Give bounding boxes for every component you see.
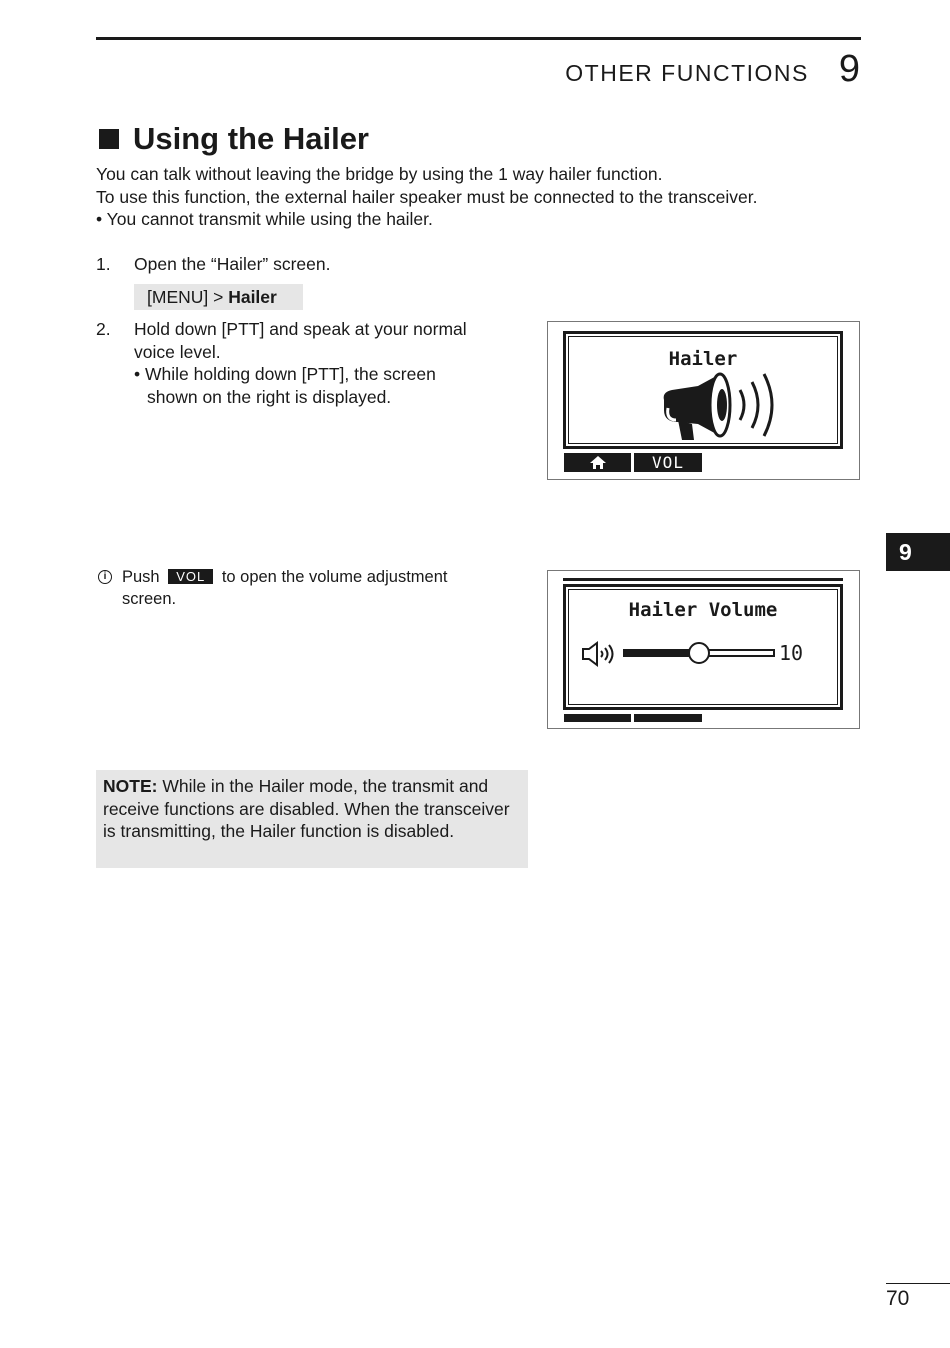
note-label: NOTE: bbox=[103, 776, 158, 796]
lcd-hailer-softkeys bbox=[564, 453, 702, 472]
lcd-volume-title: Hailer Volume bbox=[628, 599, 778, 621]
step-number: 2. bbox=[96, 319, 111, 339]
info-line bbox=[122, 566, 447, 588]
note-text: While in the Hailer mode, the transmit and receive functions are disabled. When the transceiver is transmitting, the Hailer function is disabled. bbox=[103, 776, 510, 842]
step-text: voice level. bbox=[134, 341, 221, 362]
lcd-hailer-title: Hailer bbox=[668, 348, 738, 370]
volume-slider-knob[interactable] bbox=[688, 642, 710, 664]
bullet-line: shown on the right is displayed. bbox=[147, 386, 392, 407]
volume-value: 10 bbox=[779, 641, 804, 665]
intro-line: You can talk without leaving the bridge by using the 1 way hailer function. bbox=[96, 164, 663, 184]
step-2-bullet bbox=[134, 363, 524, 408]
bullet-line: • While holding down [PTT], the screen bbox=[134, 364, 436, 384]
section-title-text: Using the Hailer bbox=[133, 121, 369, 156]
top-rule bbox=[96, 37, 861, 40]
vol-key-label: VOL bbox=[168, 569, 213, 584]
lcd-volume-screen bbox=[547, 570, 860, 729]
square-bullet-icon bbox=[99, 129, 119, 149]
info-icon: i bbox=[98, 570, 112, 584]
intro-bullet: • You cannot transmit while using the hailer. bbox=[96, 209, 433, 230]
info-text-after: to open the volume adjustment bbox=[221, 568, 448, 586]
step-text: Hold down [PTT] and speak at your normal bbox=[134, 319, 467, 339]
chapter-number: 9 bbox=[838, 48, 860, 90]
lcd-hailer-panel bbox=[563, 331, 843, 449]
info-text-before: Push bbox=[122, 568, 160, 586]
chapter-header bbox=[565, 48, 860, 91]
menu-path-prefix: [MENU] > bbox=[147, 287, 229, 307]
page-number: 70 bbox=[886, 1287, 910, 1310]
step-text: Open the “Hailer” screen. bbox=[134, 254, 331, 274]
lcd-hailer-screen bbox=[547, 321, 860, 480]
side-tab: 9 bbox=[886, 533, 950, 571]
speaker-icon bbox=[581, 641, 617, 667]
page-rule bbox=[886, 1283, 950, 1284]
step-number: 1. bbox=[96, 254, 111, 274]
note-box bbox=[96, 770, 528, 868]
home-icon bbox=[589, 455, 607, 470]
lcd-back-frame-edge bbox=[563, 578, 843, 581]
home-softkey[interactable] bbox=[564, 453, 631, 472]
menu-path-item: Hailer bbox=[228, 287, 277, 307]
section-title bbox=[96, 121, 369, 157]
volume-slider[interactable] bbox=[623, 649, 775, 657]
vol-softkey[interactable] bbox=[634, 714, 702, 722]
home-softkey[interactable] bbox=[564, 714, 631, 722]
lcd-volume-softkeys bbox=[564, 714, 702, 722]
lcd-volume-panel bbox=[563, 584, 843, 710]
intro-text bbox=[96, 163, 866, 231]
menu-path bbox=[134, 284, 303, 310]
volume-slider-fill bbox=[625, 651, 699, 655]
chapter-title: OTHER FUNCTIONS bbox=[565, 60, 809, 86]
vol-softkey[interactable]: VOL bbox=[634, 453, 702, 472]
intro-line: To use this function, the external hailer speaker must be connected to the transceiver. bbox=[96, 186, 758, 207]
info-line: screen. bbox=[122, 590, 177, 608]
megaphone-icon bbox=[658, 370, 790, 444]
